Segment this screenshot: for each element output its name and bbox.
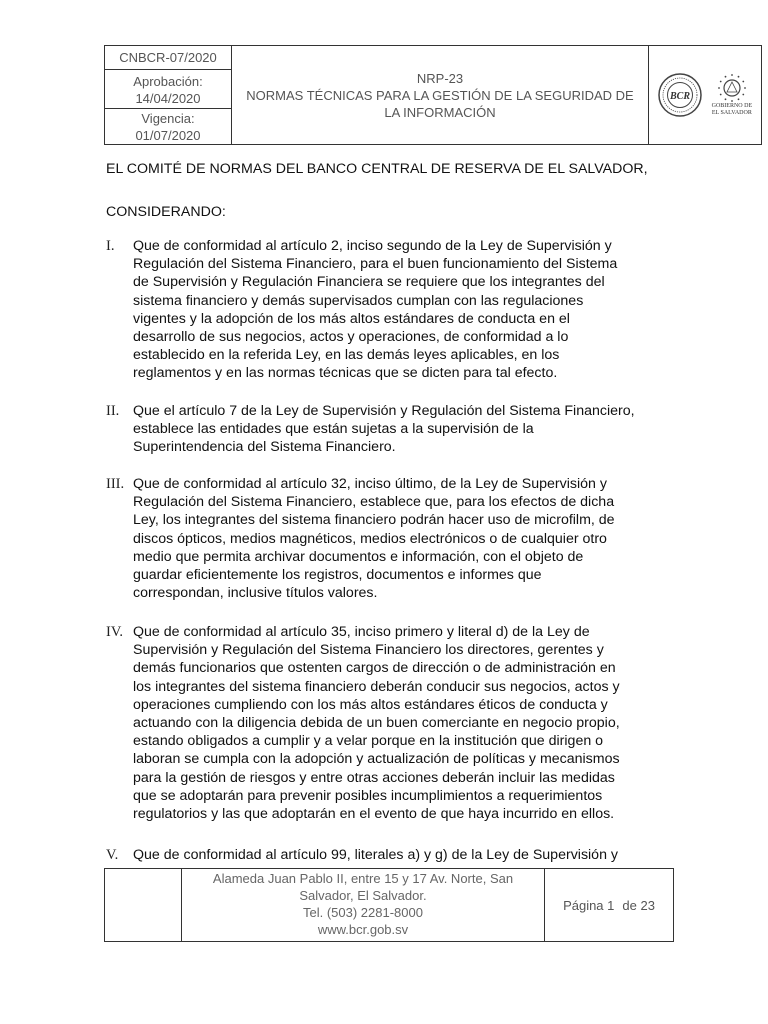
text-line: Ley, los integrantes del sistema financiero podrán hacer uso de microfilm, de [133,512,615,529]
item-text [133,402,666,457]
text-line: Que de conformidad al artículo 2, inciso segundo de la Ley de Supervisión y [133,238,612,254]
considerando-item-4 [106,623,666,823]
text-line: Superintendencia del Sistema Financiero. [133,439,396,456]
item-numeral: V. [106,847,119,863]
footer-blank-cell [105,869,182,941]
item-text [133,237,666,383]
approval-label: Aprobación: [133,74,203,89]
gov-line-2: EL SALVADOR [711,110,752,116]
government-label [712,103,753,117]
document-code: CNBCR-07/2020 [105,46,231,70]
text-line: Que de conformidad al artículo 99, literales a) y g) de la Ley de Supervisión y [133,847,619,863]
text-line: discos ópticos, medios magnéticos, medios electrónicos o de cualquier otro [133,530,607,547]
el-salvador-coat-of-arms-icon [716,73,748,103]
text-line: establece las entidades que están sujetas a la supervisión de la [133,421,534,438]
text-line: Que de conformidad al artículo 32, inciso último, de la Ley de Supervisión y [133,476,607,492]
text-line: Que el artículo 7 de la Ley de Supervisión y Regulación del Sistema Financiero, [133,403,635,419]
text-line: reglamentos y en las normas técnicas que se dicten para tal efecto. [133,365,558,382]
website-link[interactable]: www.bcr.gob.sv [317,922,409,937]
text-line: medio que permita archivar documentos e información, con el objeto de [133,548,584,565]
document-footer [104,868,674,942]
page-current: Página 1 [563,897,615,913]
document-metadata [105,46,232,144]
norm-id: NRP-23 [416,70,464,86]
item-text [133,623,666,823]
document-header [104,45,762,145]
committee-heading: EL COMITÉ DE NORMAS DEL BANCO CENTRAL DE RESERVA DE EL SALVADOR, [106,161,648,177]
page-number [545,869,673,941]
text-line: actuando con la diligencia debida de un buen comerciante en negocio propio, [133,715,620,732]
considerando-item-2 [106,402,666,457]
text-line: sistema financiero y demás supervisados cumplan con las regulaciones [133,292,584,309]
text-line: establecido en la referida Ley, en las demás leyes aplicables, en los [133,347,560,364]
item-text [133,846,666,864]
text-line: vigentes y la adopción de los más altos estándares de conducta en el [133,310,570,327]
text-line: Supervisión y Regulación del Sistema Financiero los directores, gerentes y [133,642,604,659]
text-line: desarrollo de sus negocios, actos y operaciones, de conformidad a lo [133,329,569,346]
text-line: demás funcionarios que ostenten cargos de dirección o de administración en [133,660,616,677]
item-text [133,475,666,602]
item-numeral: III. [106,476,125,492]
address-line-2: Salvador, El Salvador. [299,888,427,903]
page-total: de 23 [622,897,655,913]
text-line: Regulación del Sistema Financiero, para el buen funcionamiento del Sistema [133,256,618,273]
item-numeral: IV. [106,624,124,640]
text-line: los integrantes del sistema financiero deberán conducir sus negocios, actos y [133,678,620,695]
text-line: Que de conformidad al artículo 35, inciso primero y literal d) de la Ley de [133,624,590,640]
government-logo [712,73,753,117]
text-line: estando obligados a cumplir y a velar porque en la institución que dirigen o [133,733,604,750]
text-line: para la gestión de riesgos y entre otras acciones deberán incluir las medidas [133,769,615,786]
text-line: que se adoptarán para prevenir posibles incumplimientos a requerimientos [133,787,603,804]
logos-cell [649,46,761,144]
norm-title: NORMAS TÉCNICAS PARA LA GESTIÓN DE LA SEGURIDAD DE LA INFORMACIÓN [246,87,634,120]
text-line: guardar eficientemente los registros, documentos e informes que [133,567,542,584]
norm-title-cell [232,46,649,144]
text-line: de Supervisión y Regulación Financiera se requiere que los integrantes del [133,274,605,291]
considerando-item-1 [106,237,666,383]
validity-date: 01/07/2020 [135,127,201,143]
text-line: regulatorios y las que adoptarán en el evento de que haya incurrido en ellos. [133,806,615,823]
considerando-item-3 [106,475,666,602]
gov-line-1: GOBIERNO DE [711,103,753,109]
text-line: operaciones cumpliendo con los más altos estándares éticos de conducta y [133,696,608,713]
validity-cell [105,109,231,144]
seal-monogram: BCR [669,91,690,102]
approval-date: 14/04/2020 [135,91,201,106]
item-numeral: II. [106,403,120,419]
bcr-seal-icon [658,73,702,117]
considerando-item-5 [106,846,666,864]
text-line: laboran se cumpla con la adopción y actualización de políticas y mecanismos [133,751,620,768]
considering-heading: CONSIDERANDO: [106,204,226,220]
approval-cell [105,70,231,109]
address-line-1: Alameda Juan Pablo II, entre 15 y 17 Av. Norte, San [212,871,514,886]
phone-number: Tel. (503) 2281-8000 [303,905,423,920]
text-line: correspondan, inclusive títulos valores. [133,585,378,602]
text-line: Regulación del Sistema Financiero, establece que, para los efectos de dicha [133,494,615,511]
item-numeral: I. [106,238,115,254]
validity-label: Vigencia: [141,110,195,126]
footer-address [182,869,545,941]
